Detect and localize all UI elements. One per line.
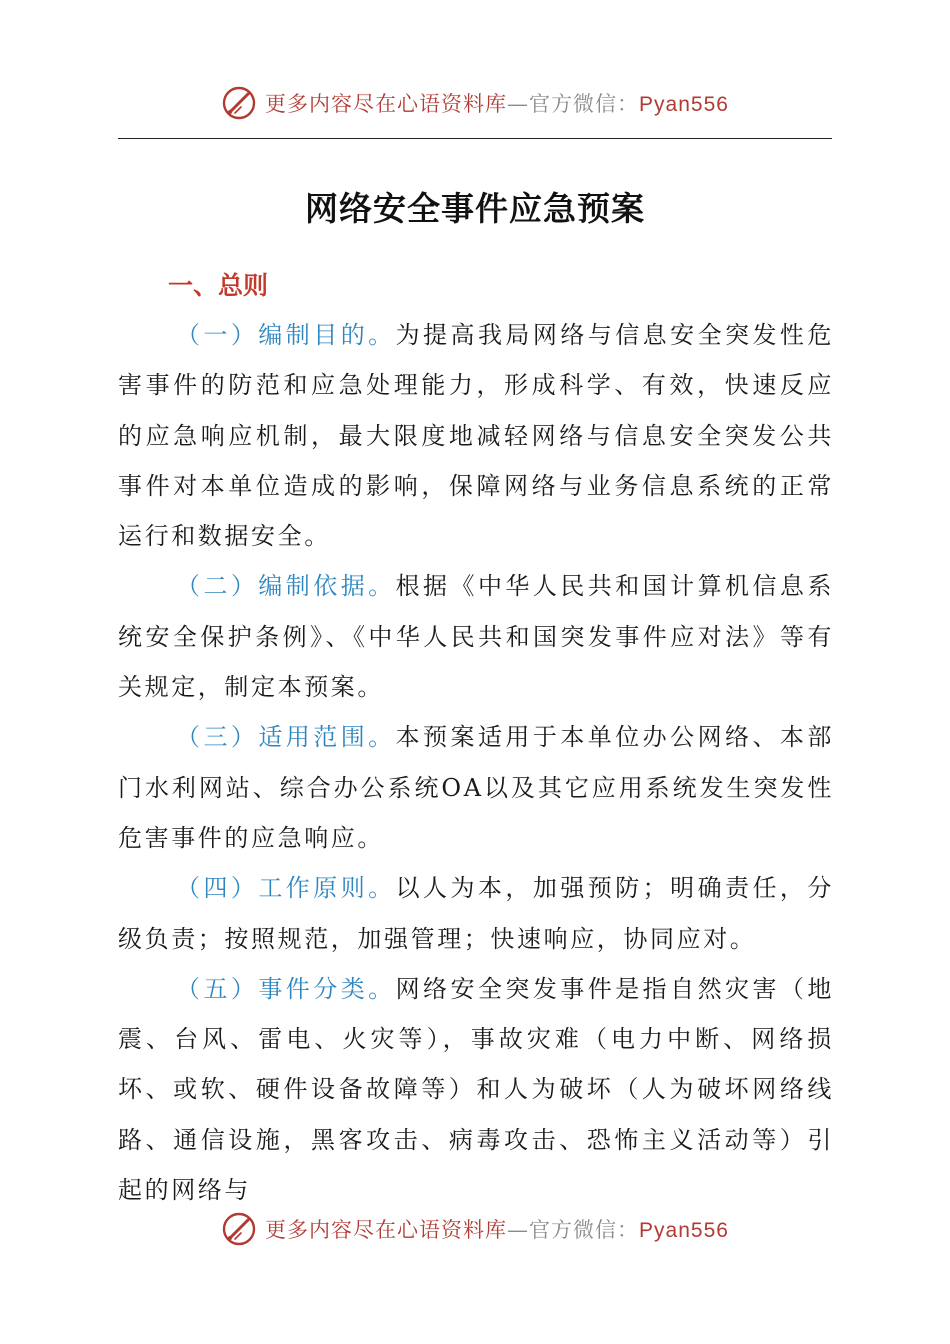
paragraph-lead: （一）编制目的。 [176, 321, 396, 349]
paragraph-body: 网络安全突发事件是指自然灾害（地震、台风、雷电、火灾等），事故灾难（电力中断、网络损坏、或软、硬件设备故障等）和人为破坏（人为破坏网络线路、通信设施，黑客攻击、病毒攻击、恐怖主义活动等）引起的网络与 [118, 974, 834, 1205]
brand-wechat-label: 官方微信： [529, 92, 640, 116]
brand-wechat-id: Pyan556 [639, 93, 729, 116]
brand-text [265, 88, 729, 118]
quill-circle-logo-icon [221, 85, 257, 121]
document-title: 网络安全事件应急预案 [305, 189, 645, 228]
paragraph-body: 本预案适用于本单位办公网络、本部门水利网站、综合办公系统OA以及其它应用系统发生突发性危害事件的应急响应。 [118, 723, 834, 852]
paragraph-body: 为提高我局网络与信息安全突发性危害事件的防范和应急处理能力，形成科学、有效，快速反应的应急响应机制，最大限度地减轻网络与信息安全突发公共事件对本单位造成的影响，保障网络与业务信息系统的正常运行和数据安全。 [118, 321, 834, 551]
brand-main-text: 更多内容尽在心语资料库 [265, 1218, 508, 1242]
brand-wechat-label: 官方微信： [529, 1218, 640, 1242]
brand-text [265, 1214, 729, 1244]
brand-main-text: 更多内容尽在心语资料库 [265, 92, 508, 116]
paragraph-lead: （二）编制依据。 [176, 572, 396, 601]
paragraph-lead: （四）工作原则。 [176, 874, 396, 903]
section-heading: 一、总则 [168, 271, 269, 300]
paragraph-body: 以人为本，加强预防；明确责任，分级负责；按照规范，加强管理；快速响应，协同应对。 [118, 874, 834, 953]
paragraph [118, 712, 834, 863]
paragraph [118, 964, 834, 1215]
paragraph [118, 561, 834, 712]
brand-dash: — [507, 1218, 530, 1242]
paragraph-lead: （三）适用范围。 [176, 723, 396, 752]
paragraph-body: 根据《中华人民共和国计算机信息系统安全保护条例》、《中华人民共和国突发事件应对法》等有关规定，制定本预案。 [118, 572, 834, 702]
quill-circle-logo-icon [221, 1211, 257, 1247]
paragraph-lead: （五）事件分类。 [176, 974, 396, 1003]
brand-dash: — [507, 92, 530, 116]
document-body [118, 310, 834, 1215]
paragraph [118, 863, 834, 964]
brand-wechat-id: Pyan556 [639, 1219, 729, 1242]
brand-header [0, 80, 950, 126]
paragraph [118, 310, 834, 561]
header-divider [118, 138, 832, 139]
brand-footer [0, 1206, 950, 1252]
